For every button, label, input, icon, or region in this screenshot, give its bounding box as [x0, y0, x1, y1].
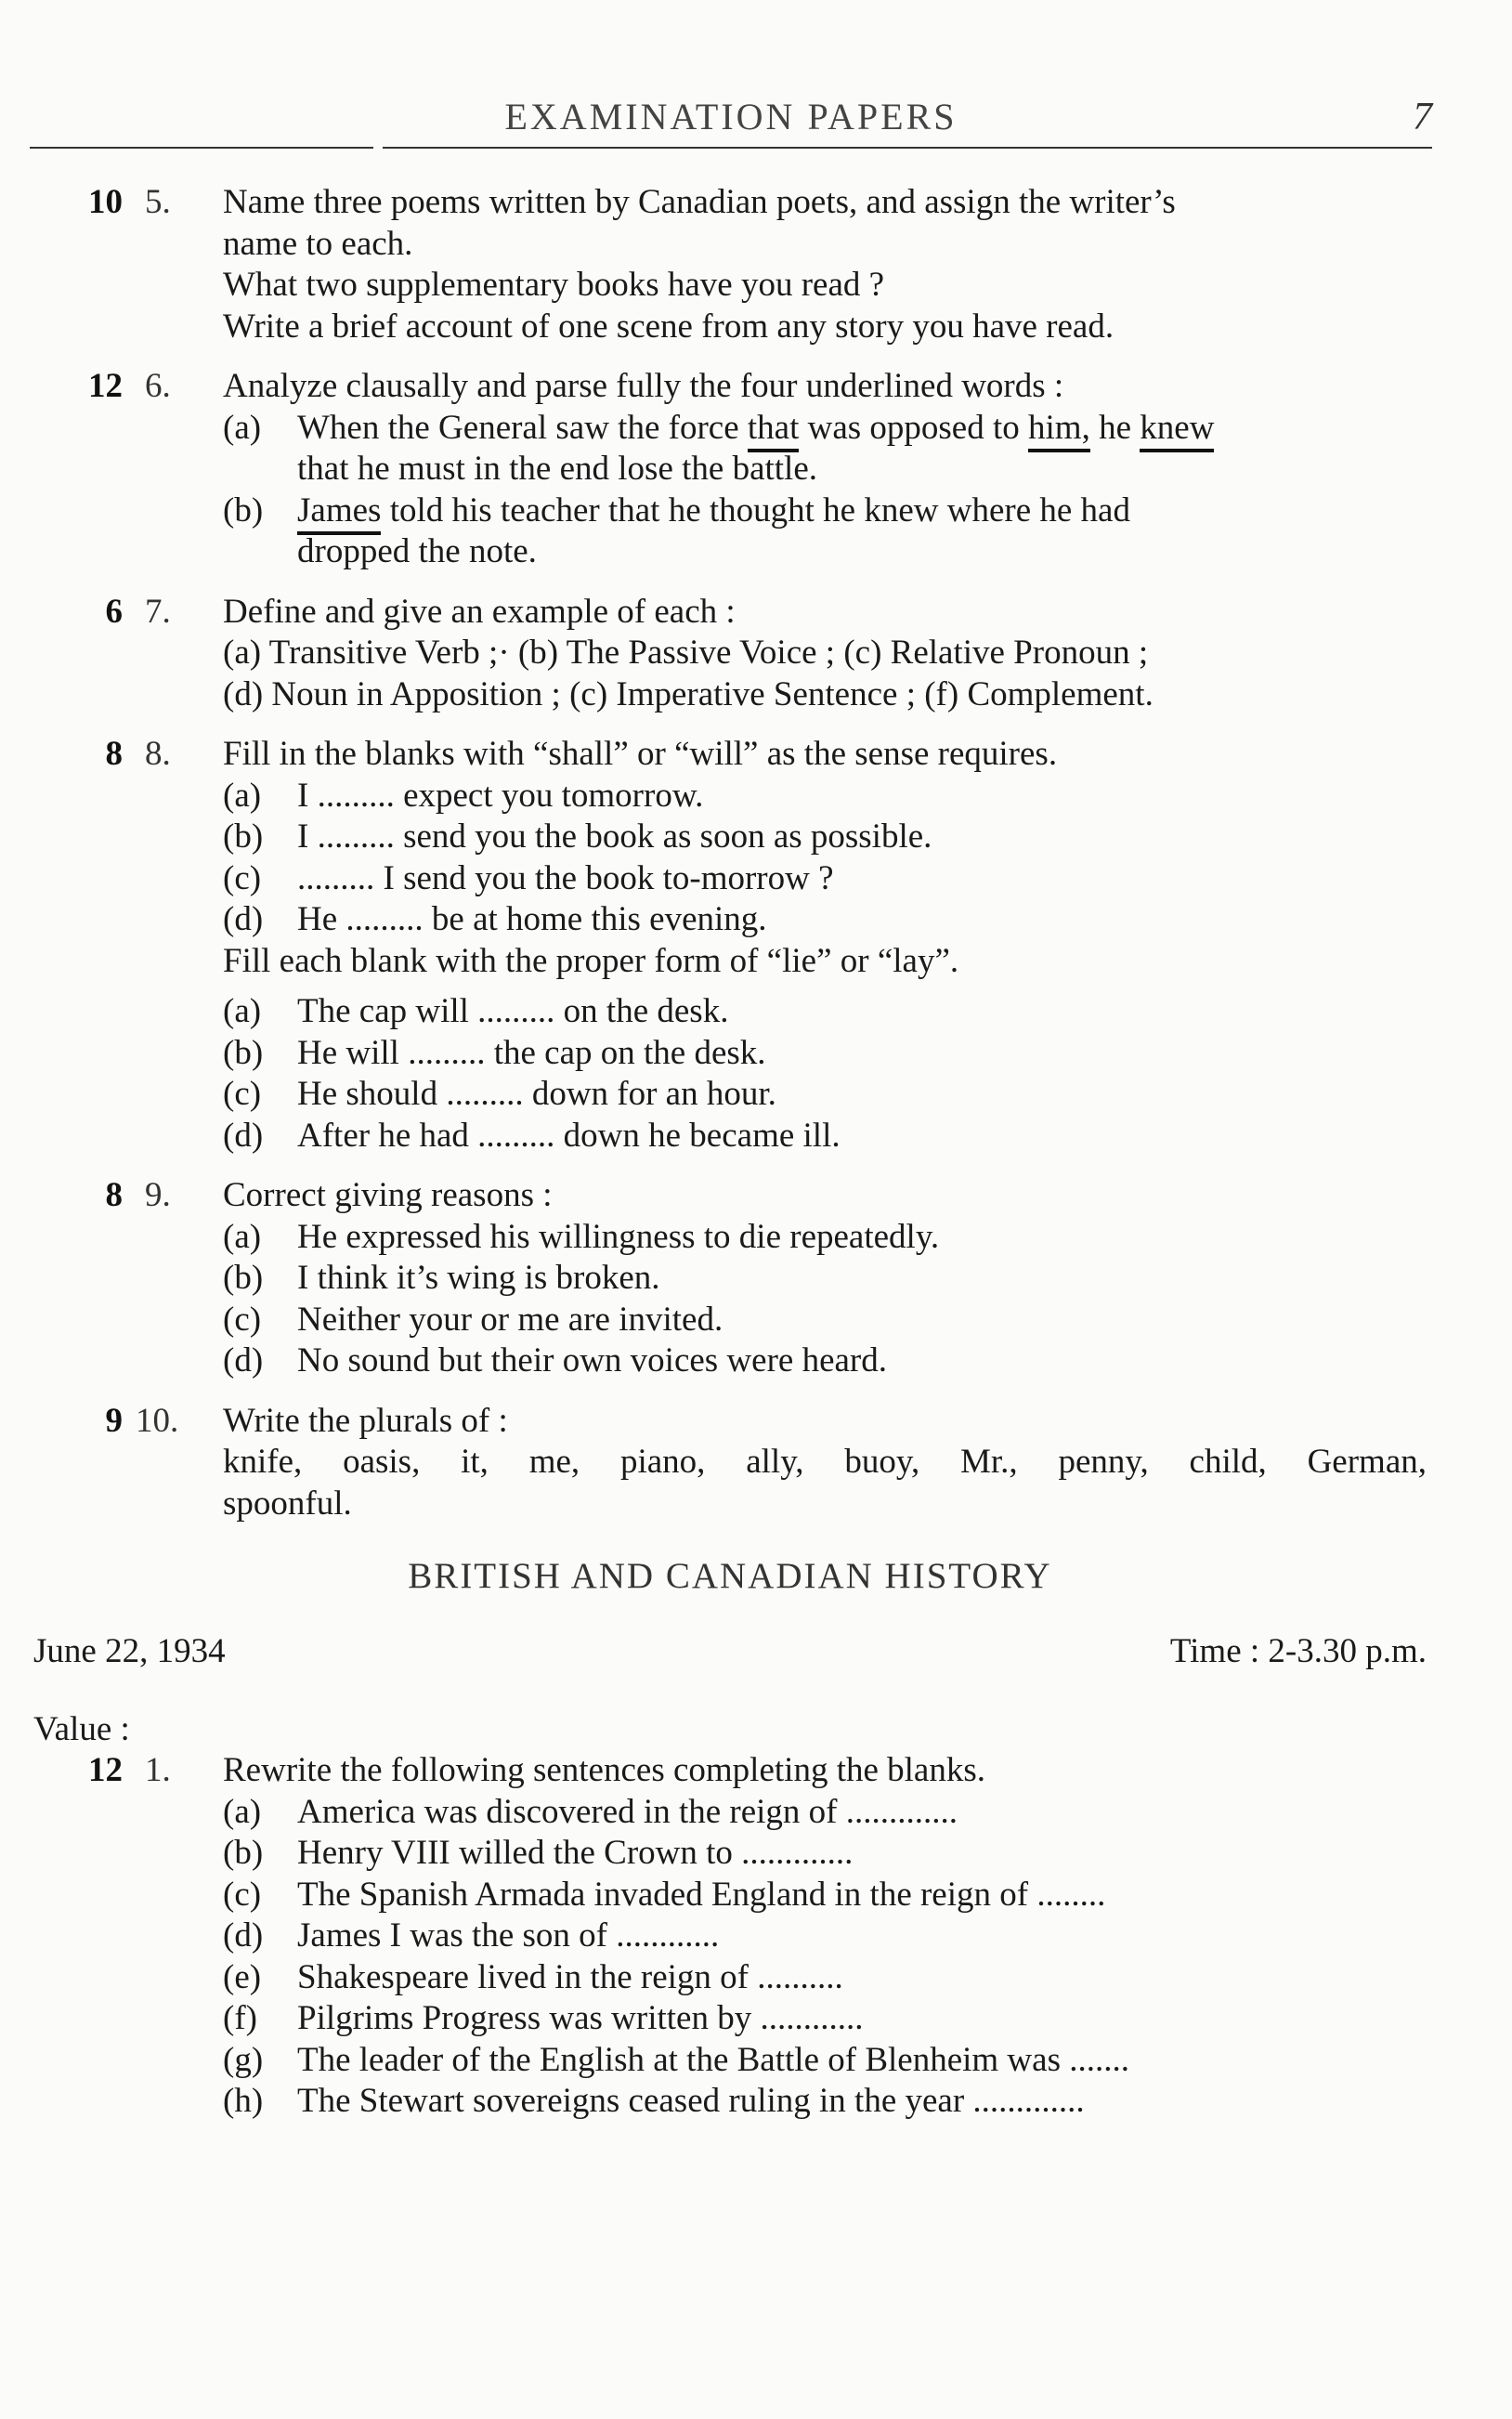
question-value: 12 [88, 367, 123, 405]
item-text: He expressed his willingness to die repeatedly. [297, 1217, 940, 1256]
question-number: 1. [145, 1751, 171, 1789]
list-item [223, 776, 1427, 817]
question-line: knife, oasis, it, me, piano, ally, buoy, Mr., penny, child, German, [223, 1443, 1427, 1481]
question-number: 5. [145, 183, 171, 221]
question-10 [33, 1401, 1427, 1525]
exam-time: Time : 2-3.30 p.m. [1169, 1631, 1427, 1670]
item-text: He should ......... down for an hour. [297, 1075, 776, 1113]
history-question-1 [33, 1750, 1427, 2123]
item-label: (c) [223, 858, 262, 897]
header-title: EXAMINATION PAPERS [504, 96, 958, 137]
question-line: What two supplementary books have you read ? [223, 266, 885, 304]
item-label: (d) [223, 1916, 264, 1955]
header-rule-left [30, 147, 373, 149]
item-text: I ......... send you the book as soon as possible. [297, 817, 932, 856]
item-text: After he had ......... down he became ill. [297, 1116, 841, 1155]
question-line: name to each. [223, 224, 413, 263]
list-item [223, 2040, 1427, 2082]
question-6 [33, 366, 1427, 573]
header-rule-right [383, 147, 1432, 149]
item-text: When the General saw the force [297, 408, 748, 447]
underlined-word: him, [1028, 409, 1090, 452]
item-label: (c) [223, 1875, 262, 1914]
underlined-word: knew [1140, 409, 1214, 452]
item-text: I ......... expect you tomorrow. [297, 776, 704, 815]
exam-body [33, 182, 1427, 2141]
item-label: (b) [223, 1834, 264, 1872]
item-text: The leader of the English at the Battle of Blenheim was ....... [297, 2040, 1129, 2079]
item-text: Neither your or me are invited. [297, 1300, 723, 1339]
item-text: was opposed to [799, 408, 1029, 447]
item-label: (f) [223, 1999, 257, 2037]
question-value: 12 [88, 1751, 123, 1789]
question-value: 9 [105, 1401, 123, 1440]
item-text: He ......... be at home this evening. [297, 900, 767, 938]
underlined-word: James [297, 491, 381, 535]
item-text: Shakespeare lived in the reign of .......... [297, 1957, 843, 1996]
item-text: The cap will ......... on the desk. [297, 992, 729, 1030]
exam-date-row [33, 1631, 1427, 1678]
item-label: (a) [223, 992, 262, 1030]
item-label: (g) [223, 2040, 264, 2079]
question-7 [33, 592, 1427, 716]
list-item [223, 1116, 1427, 1157]
item-label: (b) [223, 490, 264, 530]
list-item [223, 1340, 1427, 1382]
question-number: 6. [145, 367, 171, 405]
list-item [223, 1957, 1427, 1999]
question-value: 10 [88, 183, 123, 221]
item-continuation: dropped the note. [297, 532, 537, 570]
item-label: (h) [223, 2082, 264, 2120]
item-label: (c) [223, 1300, 262, 1339]
question-value: 8 [105, 1176, 123, 1214]
question-line: Name three poems written by Canadian poets, and assign the writer’s [223, 183, 1176, 221]
list-item [223, 1300, 1427, 1341]
question-number: 9. [145, 1176, 171, 1214]
sub-item-b [223, 490, 1427, 532]
item-text: told his teacher that he thought he knew where he had [381, 490, 1130, 530]
question-intro: Analyze clausally and parse fully the four underlined words : [223, 367, 1064, 405]
question-5 [33, 182, 1427, 347]
item-continuation: that he must in the end lose the battle. [297, 450, 818, 488]
item-text: I think it’s wing is broken. [297, 1259, 660, 1297]
question-intro: Rewrite the following sentences completing the blanks. [223, 1751, 985, 1789]
item-text: Henry VIII willed the Crown to ............. [297, 1834, 854, 1872]
list-item [223, 1217, 1427, 1259]
item-label: (b) [223, 1259, 264, 1297]
question-number: 8. [145, 735, 171, 773]
item-label: (d) [223, 900, 264, 938]
list-item [223, 1033, 1427, 1075]
item-label: (e) [223, 1957, 262, 1996]
item-label: (b) [223, 817, 264, 856]
list-item [223, 858, 1427, 900]
list-item [223, 1998, 1427, 2040]
item-label: (a) [223, 408, 262, 447]
item-text: No sound but their own voices were heard. [297, 1341, 887, 1379]
question-intro: Correct giving reasons : [223, 1176, 553, 1214]
list-item [223, 1258, 1427, 1300]
item-label: (d) [223, 1116, 264, 1155]
question-9 [33, 1175, 1427, 1382]
item-text: Pilgrims Progress was written by ............ [297, 1999, 864, 2037]
item-text: America was discovered in the reign of ............. [297, 1792, 958, 1831]
list-item [223, 1074, 1427, 1116]
question-number: 10. [136, 1401, 179, 1440]
list-item [223, 1875, 1427, 1916]
list-item [223, 899, 1427, 941]
section-title: BRITISH AND CANADIAN HISTORY [408, 1556, 1052, 1596]
item-label: (a) [223, 1792, 262, 1831]
sub-item-a [223, 408, 1427, 450]
question-intro: Write the plurals of : [223, 1401, 508, 1440]
list-item [223, 1916, 1427, 1957]
page-header [30, 89, 1432, 152]
item-text: James I was the son of ............ [297, 1916, 720, 1955]
item-label: (b) [223, 1033, 264, 1072]
question-intro-2: Fill each blank with the proper form of “lie” or “lay”. [223, 941, 959, 980]
item-label: (a) [223, 776, 262, 815]
item-text: The Stewart sovereigns ceased ruling in the year ............. [297, 2082, 1085, 2120]
list-item [223, 1833, 1427, 1875]
list-item [223, 991, 1427, 1033]
item-label: (d) [223, 1341, 264, 1379]
item-text: He will ......... the cap on the desk. [297, 1033, 766, 1072]
question-value: 8 [105, 735, 123, 773]
item-label: (c) [223, 1075, 262, 1113]
question-line: Write a brief account of one scene from any story you have read. [223, 307, 1114, 346]
list-item [223, 817, 1427, 858]
item-label: (a) [223, 1217, 262, 1256]
question-number: 7. [145, 592, 171, 631]
item-text: ......... I send you the book to-morrow ? [297, 858, 834, 897]
question-line: (a) Transitive Verb ;· (b) The Passive Voice ; (c) Relative Pronoun ; [223, 634, 1149, 672]
value-label: Value : [33, 1709, 130, 1748]
question-value: 6 [105, 592, 123, 631]
page-number: 7 [1413, 96, 1432, 138]
list-item [223, 2081, 1427, 2123]
question-8 [33, 734, 1427, 1157]
question-intro: Fill in the blanks with “shall” or “will” as the sense requires. [223, 735, 1058, 773]
item-text: The Spanish Armada invaded England in the reign of ........ [297, 1875, 1106, 1914]
question-intro: Define and give an example of each : [223, 592, 736, 631]
underlined-word: that [748, 409, 799, 452]
exam-date: June 22, 1934 [33, 1631, 226, 1670]
question-line: (d) Noun in Apposition ; (c) Imperative Sentence ; (f) Complement. [223, 674, 1154, 713]
list-item [223, 1792, 1427, 1834]
question-line: spoonful. [223, 1484, 352, 1523]
item-text: he [1089, 408, 1141, 447]
